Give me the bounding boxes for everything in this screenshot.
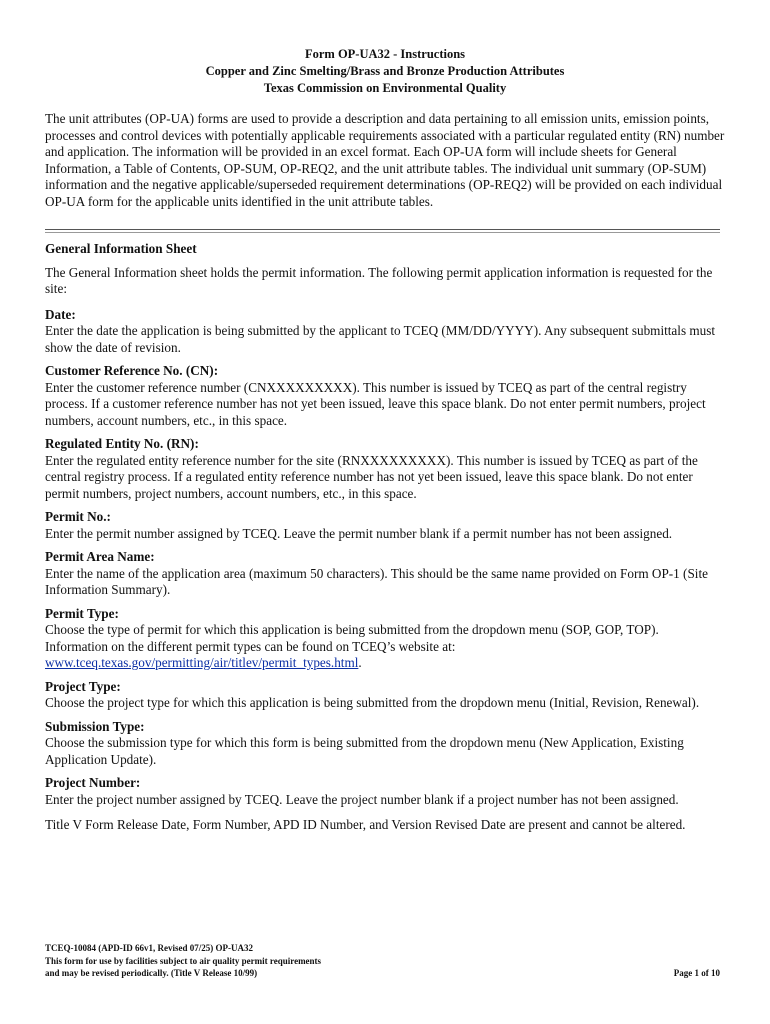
permit-types-link[interactable]: www.tceq.texas.gov/permitting/air/titlev/permit_types.html — [45, 655, 359, 670]
footer-usage-note: This form for use by facilities subject to air quality permit requirements — [45, 955, 322, 966]
document-header — [0, 46, 770, 97]
field-permit-type — [45, 606, 725, 672]
field-submission-type — [45, 719, 725, 769]
field-label: Permit Area Name: — [45, 549, 155, 564]
link-suffix: . — [358, 655, 362, 670]
field-description: Enter the permit number assigned by TCEQ. Leave the permit number blank if a permit number has not been assigned. — [45, 525, 673, 541]
field-label: Permit No.: — [45, 509, 111, 524]
footer-revision-note: and may be revised periodically. (Title V Release 10/99) — [45, 968, 258, 978]
field-project-number — [45, 775, 725, 808]
section-title: General Information Sheet — [45, 241, 197, 256]
field-label: Project Type: — [45, 678, 121, 694]
field-label: Date: — [45, 306, 76, 322]
section-divider-secondary — [45, 232, 720, 233]
form-subtitle: Copper and Zinc Smelting/Brass and Bronze Production Attributes — [205, 64, 565, 78]
field-label: Project Number: — [45, 775, 141, 790]
section-intro: The General Information sheet holds the permit information. The following permit application information is requested for the site: — [45, 264, 713, 296]
field-description: Enter the name of the application area (maximum 50 characters). This should be the same name provided on Form OP-1 (Site Information Summary). — [45, 565, 708, 597]
intro-paragraph: The unit attributes (OP-UA) forms are used to provide a description and data pertaining to all emission units, emission points, processes and control devices with potentially applicable requirements associated with a particular regulated entity (RN) number and application. The information will be provided in an excel format. Each OP-UA form will include sheets for General Information, a Table of Contents, OP-SUM, OP-REQ2, and the unit attribute tables. The individual unit summary (OP-SUM) information and the negative applicable/superseded requirement determinations (OP-REQ2) will be provided on each individual OP-UA form for the applicable units identified in the unit attribute tables. — [45, 111, 725, 209]
field-permit-area-name — [45, 549, 725, 599]
agency-name: Texas Commission on Environmental Quality — [263, 81, 507, 95]
field-date — [45, 307, 725, 357]
page-number: Page 1 of 10 — [673, 968, 720, 978]
footer-form-info — [45, 942, 445, 980]
field-description: Choose the type of permit for which this application is being submitted from the dropdown menu (SOP, GOP, TOP). Information on the different permit types can be found on TCEQ’s website at: — [45, 622, 659, 654]
field-regulated-entity — [45, 436, 725, 502]
field-description: Choose the project type for which this application is being submitted from the dropdown menu (Initial, Revision, Renewal). — [45, 695, 700, 710]
field-label: Customer Reference No. (CN): — [45, 363, 219, 378]
field-label: Submission Type: — [45, 718, 145, 734]
field-customer-reference — [45, 363, 725, 429]
field-description: Enter the project number assigned by TCEQ. Leave the project number blank if a project number has not been assigned. — [45, 791, 679, 807]
field-label: Regulated Entity No. (RN): — [45, 436, 199, 451]
field-description: Choose the submission type for which this form is being submitted from the dropdown menu (New Application, Existing Application Update). — [45, 735, 684, 767]
form-title: Form OP-UA32 - Instructions — [304, 47, 466, 61]
permit-types-link-line — [45, 655, 362, 670]
closing-note: Title V Form Release Date, Form Number, APD ID Number, and Version Revised Date are present and cannot be altered. — [45, 817, 686, 832]
general-information-section — [45, 241, 725, 843]
field-description: Enter the regulated entity reference number for the site (RNXXXXXXXXX). This number is issued by TCEQ as part of the central registry process. If a regulated entity reference number has not yet been issued, leave this space blank. Do not enter permit numbers, project numbers, account numbers, etc., in this space. — [45, 452, 698, 501]
field-permit-number — [45, 509, 725, 542]
field-label: Permit Type: — [45, 605, 119, 621]
field-description: Enter the customer reference number (CNXXXXXXXXX). This number is issued by TCEQ as part of the central registry process. If a customer reference number has not yet been issued, leave this space blank. Do not enter permit numbers, project numbers, account numbers, etc., in this space. — [45, 379, 706, 428]
field-project-type — [45, 679, 725, 712]
section-divider — [45, 229, 720, 230]
footer-form-id: TCEQ-10084 (APD-ID 66v1, Revised 07/25) OP-UA32 — [45, 943, 253, 953]
field-description: Enter the date the application is being submitted by the applicant to TCEQ (MM/DD/YYYY). Any subsequent submittals must show the date of revision. — [45, 323, 716, 355]
